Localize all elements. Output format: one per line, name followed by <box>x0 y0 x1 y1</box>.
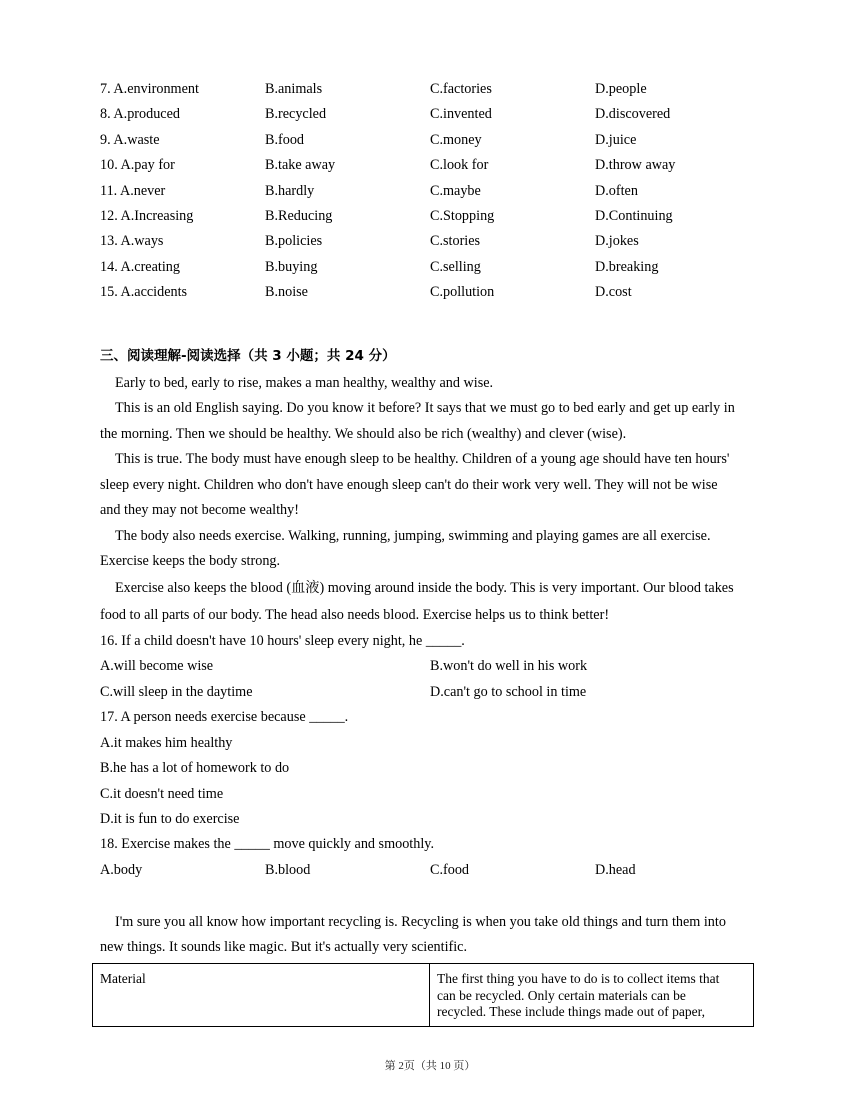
cloze-option-c: C.pollution <box>430 284 495 301</box>
cloze-option-c: C.selling <box>430 258 481 275</box>
passage-line: food to all parts of our body. The head also needs blood. Exercise helps us to think better! <box>100 607 610 623</box>
passage-line: and they may not become wealthy! <box>100 502 299 518</box>
cloze-option-b: B.recycled <box>265 106 327 123</box>
cloze-option-b: B.noise <box>265 284 308 301</box>
question-18-option-b: B.blood <box>265 862 311 878</box>
cloze-option-row <box>100 281 780 303</box>
cloze-option-d: D.discovered <box>595 106 671 123</box>
cloze-option-a: 15. A.accidents <box>100 284 188 301</box>
section-title: 三、阅读理解-阅读选择（共 3 小题；共 24 分） <box>100 348 396 364</box>
question-17-option-a: A.it makes him healthy <box>100 735 233 751</box>
cloze-option-d: D.people <box>595 81 647 97</box>
passage-line: Early to bed, early to rise, makes a man healthy, wealthy and wise. <box>115 375 494 391</box>
question-16-option-b: B.won't do well in his work <box>430 658 588 674</box>
passage-line: sleep every night. Children who don't have enough sleep can't do their work very well. They will not be wise <box>100 477 718 493</box>
table-cell-material: Material <box>93 964 430 1027</box>
table-cell-line: can be recycled. Only certain materials can be <box>437 987 686 1003</box>
cloze-option-c: C.stories <box>430 233 481 250</box>
cloze-option-c: C.Stopping <box>430 208 495 224</box>
cloze-option-d: D.breaking <box>595 258 659 275</box>
cloze-option-d: D.juice <box>595 131 637 148</box>
table-row <box>93 964 754 1027</box>
question-18-stem: 18. Exercise makes the _____ move quickly and smoothly. <box>100 836 434 852</box>
page-footer: 第 2页（共 10 页） <box>384 1060 476 1072</box>
question-18-option-d: D.head <box>595 862 636 878</box>
table-cell-line: recycled. These include things made out of paper, <box>437 1004 705 1019</box>
cloze-option-row <box>100 154 780 176</box>
question-16-stem: 16. If a child doesn't have 10 hours' sleep every night, he _____. <box>100 633 465 649</box>
cloze-option-b: B.buying <box>265 258 318 275</box>
question-16-option-c: C.will sleep in the daytime <box>100 684 253 700</box>
passage-line: the morning. Then we should be healthy. We should also be rich (wealthy) and clever (wise). <box>100 426 627 442</box>
cloze-option-b: B.food <box>265 131 305 148</box>
cloze-option-d: D.often <box>595 182 638 199</box>
cloze-option-row <box>100 103 780 125</box>
cloze-option-d: D.jokes <box>595 233 639 250</box>
recycling-intro-line: I'm sure you all know how important recycling is. Recycling is when you take old things and turn them into <box>115 914 726 930</box>
cloze-option-a: 7. A.environment <box>100 81 199 97</box>
cloze-option-b: B.animals <box>265 81 323 97</box>
passage-line: Exercise keeps the body strong. <box>100 553 281 569</box>
cloze-option-a: 12. A.Increasing <box>100 208 194 224</box>
question-16-option-a: A.will become wise <box>100 658 214 674</box>
table-cell-line: The first thing you have to do is to collect items that <box>437 971 720 986</box>
cloze-option-b: B.hardly <box>265 182 315 199</box>
cloze-option-b: B.Reducing <box>265 208 333 224</box>
cloze-option-a: 14. A.creating <box>100 258 180 275</box>
question-18-option-c: C.food <box>430 862 470 878</box>
cloze-option-c: C.maybe <box>430 182 481 199</box>
passage-line: This is true. The body must have enough sleep to be healthy. Children of a young age should have ten hours' <box>115 451 730 467</box>
cloze-option-a: 10. A.pay for <box>100 157 175 174</box>
cloze-option-a: 13. A.ways <box>100 233 164 250</box>
material-table <box>92 963 754 1027</box>
question-17-option-d: D.it is fun to do exercise <box>100 811 240 827</box>
recycling-intro-line: new things. It sounds like magic. But it's actually very scientific. <box>100 939 468 955</box>
cloze-option-b: B.take away <box>265 157 336 174</box>
question-18-options <box>100 859 780 881</box>
question-18-option-a: A.body <box>100 862 143 878</box>
cloze-option-row <box>100 78 780 100</box>
cloze-option-d: D.cost <box>595 284 632 301</box>
cloze-option-d: D.throw away <box>595 157 676 174</box>
cloze-option-c: C.look for <box>430 157 489 174</box>
cloze-option-a: 8. A.produced <box>100 106 180 123</box>
cloze-option-row <box>100 230 780 252</box>
question-17-stem: 17. A person needs exercise because _____. <box>100 709 349 725</box>
passage-line: This is an old English saying. Do you know it before? It says that we must go to bed early and get up early in <box>115 400 735 416</box>
question-16-option-d: D.can't go to school in time <box>430 684 587 700</box>
cloze-option-c: C.money <box>430 131 482 148</box>
passage-line: The body also needs exercise. Walking, running, jumping, swimming and playing games are all exercise. <box>115 528 711 544</box>
cloze-option-c: C.factories <box>430 81 492 97</box>
cloze-option-row <box>100 205 780 227</box>
cloze-option-row <box>100 256 780 278</box>
cloze-option-d: D.Continuing <box>595 208 673 224</box>
cloze-option-c: C.invented <box>430 106 492 123</box>
cloze-option-a: 11. A.never <box>100 182 166 199</box>
question-17-option-c: C.it doesn't need time <box>100 786 224 802</box>
table-cell-description <box>430 964 754 1027</box>
cloze-option-b: B.policies <box>265 233 323 250</box>
cloze-option-a: 9. A.waste <box>100 131 160 148</box>
cloze-option-row <box>100 129 780 151</box>
question-17-option-b: B.he has a lot of homework to do <box>100 760 290 776</box>
cloze-option-row <box>100 180 780 202</box>
passage-line: Exercise also keeps the blood (血液) moving around inside the body. This is very important. Our blood takes <box>115 580 734 596</box>
